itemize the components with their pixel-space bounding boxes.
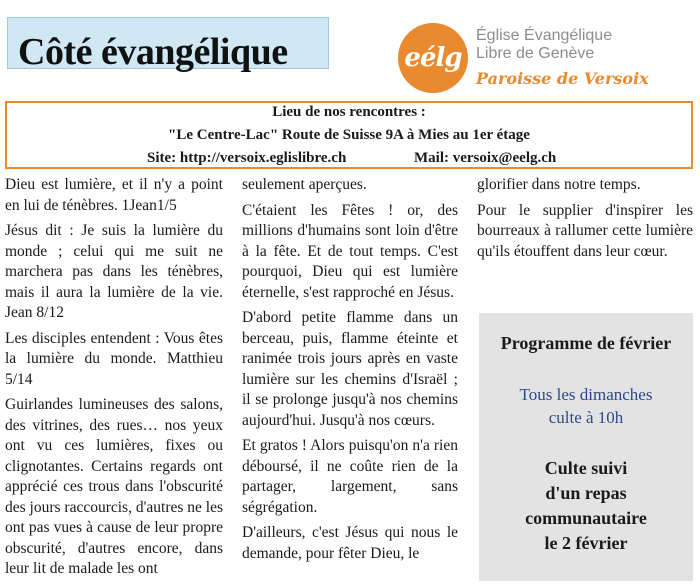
sunday-service-info: [479, 383, 693, 429]
sunday-line-1: Tous les dimanches: [519, 385, 653, 404]
article-column-2: [242, 175, 458, 569]
special-culte-info: [479, 456, 693, 556]
article-column-3: [477, 175, 693, 267]
paragraph: Pour le supplier d'inspirer les bourreaux à rallumer cette lumière qu'ils étouffent dans leur cœur.: [477, 201, 693, 260]
paragraph: glorifier dans notre temps.: [477, 176, 641, 193]
church-name-line1: Église Évangélique: [476, 27, 613, 44]
church-name-line2: Libre de Genève: [476, 45, 595, 62]
logo-mark: eélg: [404, 43, 462, 73]
culte-line-4: le 2 février: [544, 533, 628, 553]
paragraph: Guirlandes lumineuses des salons, des vitrines, des rues… nos yeux ont vu ces lumières, fixes ou clignotantes. Certains regards ont apprécié ces trous dans l'obscurité des jours raccourcis, d'autres ne les ont pas vues à cause de leur propre obscurité, d'autres encore, dans leur lit de malade les ont: [5, 396, 223, 577]
culte-line-2: d'un repas: [545, 483, 627, 503]
paragraph: Et gratos ! Alors puisqu'on n'a rien déboursé, il ne coûte rien de la partager, largement, sans ségrégation.: [242, 437, 458, 516]
meeting-heading: Lieu de nos rencontres :: [272, 104, 426, 120]
article-column-1: [5, 175, 223, 585]
paragraph: Jésus dit : Je suis la lumière du monde ; celui qui me suit ne marchera pas dans les ténèbres, mais il aura la lumière de la vie. Jean 8/12: [5, 222, 223, 321]
paragraph: Dieu est lumière, et il n'y a point en lui de ténèbres. 1Jean1/5: [5, 176, 223, 214]
title-banner: [7, 17, 329, 73]
parish-name: Paroisse de Versoix: [476, 69, 649, 88]
page-title: Côté évangélique: [18, 31, 288, 73]
paragraph: C'étaient les Fêtes ! or, des millions d'humains sont loin d'être à la fête. Et de tout temps. C'est pourquoi, Dieu qui est lumière éternelle, s'est rapproché en Jésus.: [242, 201, 458, 301]
meeting-info-box: [5, 101, 693, 169]
programme-title: Programme de février: [500, 333, 672, 353]
site-link[interactable]: Site: http://versoix.eglislibre.ch: [147, 150, 347, 166]
paragraph: seulement aperçues.: [242, 176, 367, 193]
programme-box: [479, 313, 693, 581]
mail-link[interactable]: Mail: versoix@eelg.ch: [414, 150, 557, 166]
paragraph: D'abord petite flamme dans un berceau, puis, flamme éteinte et ranimée trois jours après en vaste lumière sur les chemins d'Israël ; il se prolonge jusqu'à nos chemins aujourd'hui. Jusqu'à nos cœurs.: [242, 309, 458, 429]
sunday-line-2: culte à 10h: [548, 408, 624, 427]
paragraph: D'ailleurs, c'est Jésus qui nous le demande, pour fêter Dieu, le: [242, 524, 458, 562]
church-logo: [398, 23, 468, 93]
culte-line-3: communautaire: [525, 508, 647, 528]
culte-line-1: Culte suivi: [544, 458, 628, 478]
paragraph: Les disciples entendent : Vous êtes la lumière du monde. Matthieu 5/14: [5, 329, 223, 388]
meeting-address: "Le Centre-Lac" Route de Suisse 9A à Mies au 1er étage: [168, 127, 530, 143]
